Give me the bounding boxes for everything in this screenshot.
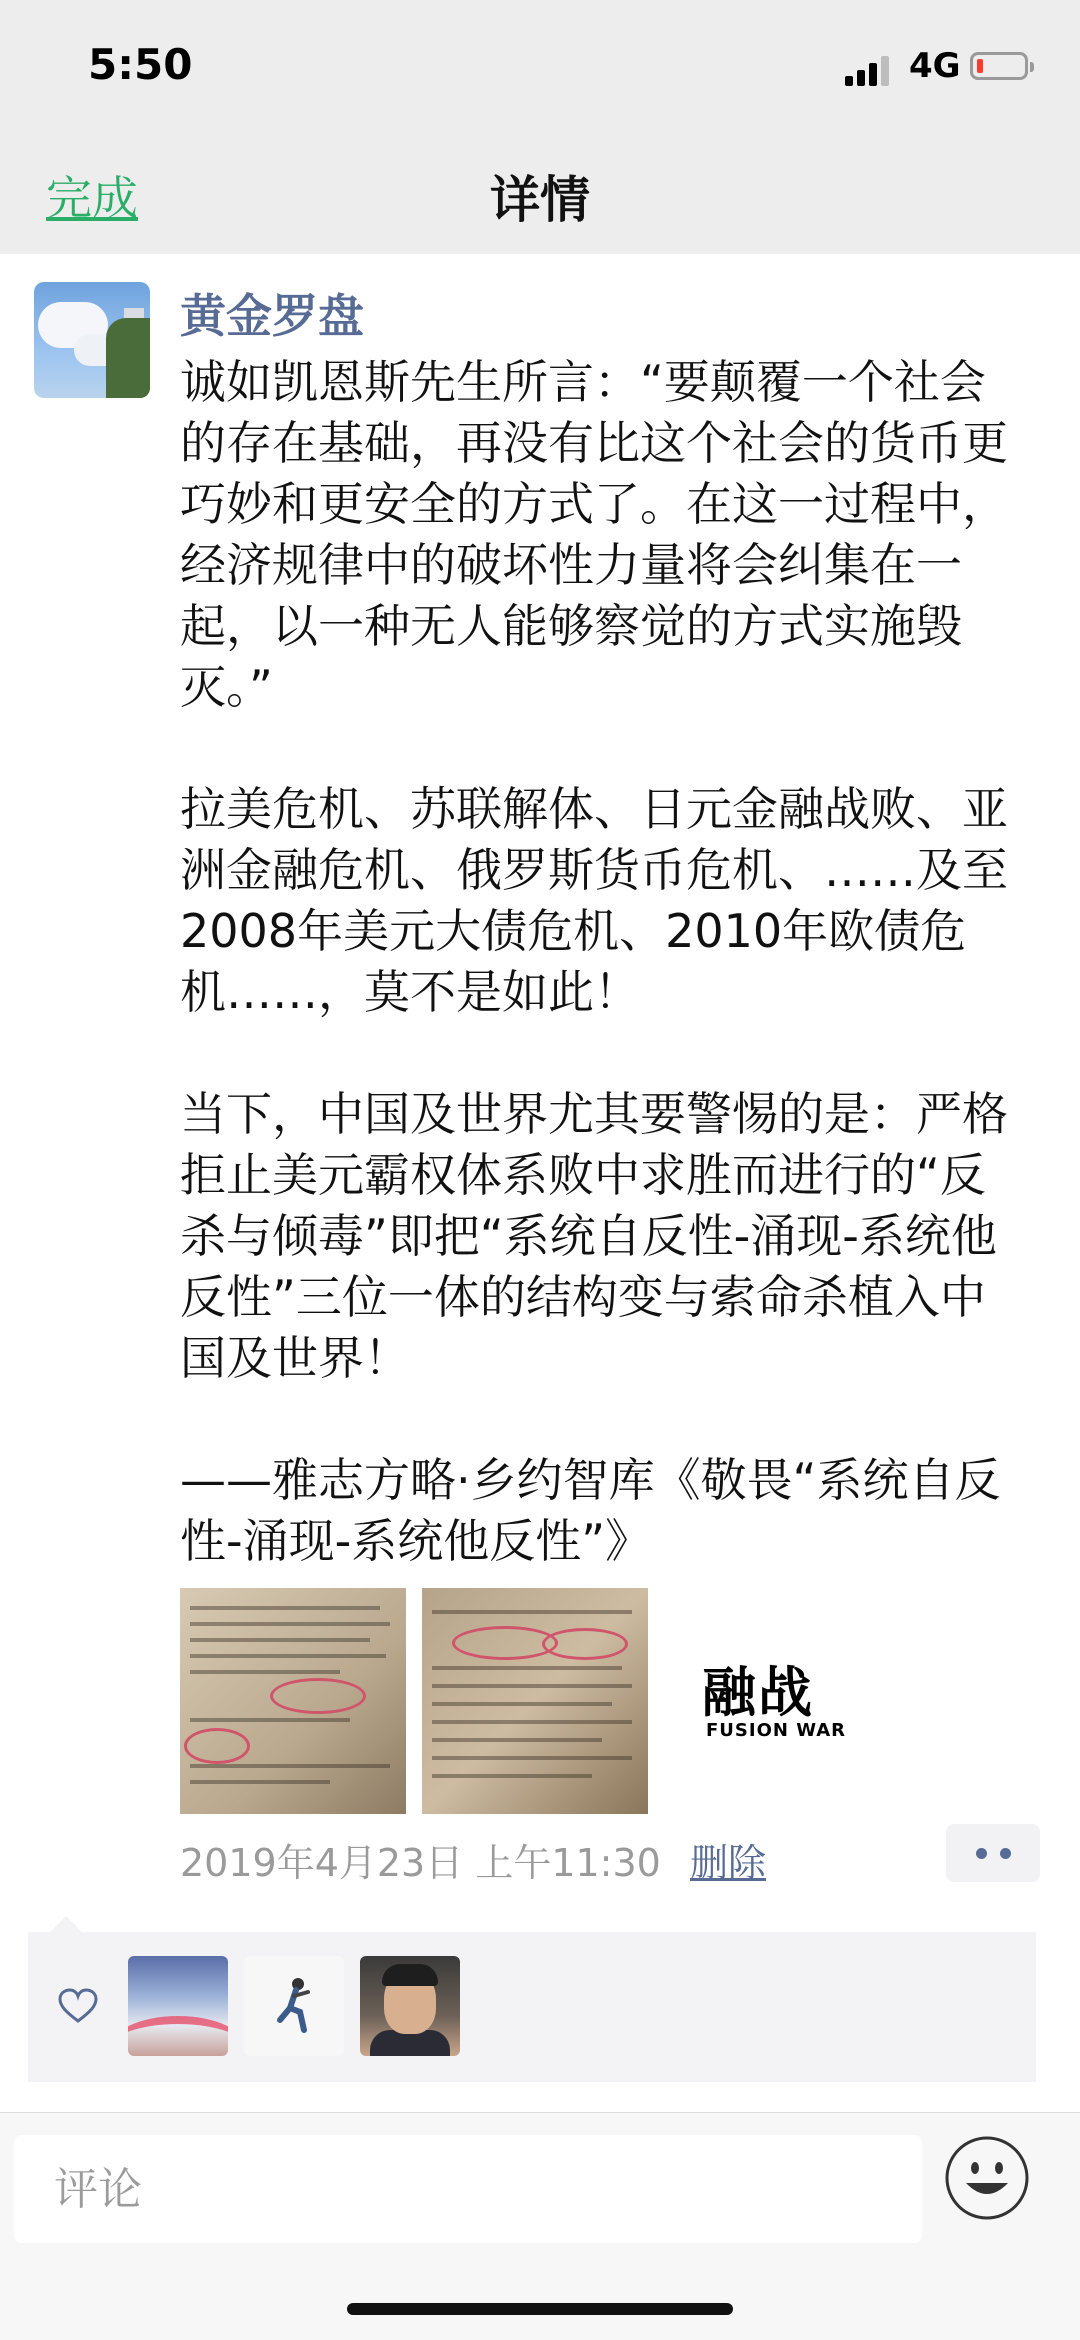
liker-mountain-avatar[interactable] — [128, 1956, 228, 2056]
liker-runner-avatar[interactable] — [244, 1956, 344, 2056]
logo-text-main: 融战 — [702, 1661, 814, 1724]
book-page-photo-2[interactable] — [422, 1588, 648, 1814]
more-actions-button[interactable] — [946, 1824, 1040, 1882]
comment-input[interactable] — [14, 2135, 922, 2243]
done-button[interactable]: 完成 — [46, 171, 138, 225]
post-username[interactable]: 黄金罗盘 — [180, 289, 364, 343]
likes-pointer — [50, 1916, 82, 1932]
home-indicator[interactable] — [347, 2303, 733, 2315]
post-text: 诚如凯恩斯先生所言：“要颠覆一个社会的存在基础，再没有比这个社会的货币更巧妙和更安全的方式了。在这一过程中，经济规律中的破坏性力量将会纠集在一起，以一种无人能够察觉的方式实施毁灭。” 拉美危机、苏联解体、日元金融战败、亚洲金融危机、俄罗斯货币危机、……及至2008年美元大债危机、2010年欧债危机……，莫不是如此！ 当下，中国及世界尤其要警惕的是：严格拒止美元霸权体系败中求胜而进行的“反杀与倾毒”即把“系统自反性-涌现-系统他反性”三位一体的结构变与索命杀植入中国及世界！ ——雅志方略·乡约智库《敬畏“系统自反性-涌现-系统他反性”》 — [180, 355, 1008, 1568]
status-time: 5:50 — [88, 40, 193, 89]
avatar[interactable] — [34, 282, 150, 398]
page-title: 详情 — [490, 171, 590, 229]
logo-text-sub: FUSION WAR — [706, 1720, 847, 1741]
comment-bar — [0, 2112, 1080, 2340]
nav-bar — [0, 130, 1080, 254]
status-bar — [0, 0, 1080, 130]
battery-icon — [970, 52, 1028, 80]
heart-icon — [58, 1988, 98, 2024]
liker-portrait-avatar[interactable] — [360, 1956, 460, 2056]
emoji-icon[interactable] — [944, 2135, 1030, 2221]
fusion-war-logo-image[interactable] — [664, 1588, 890, 1814]
signal-icon — [845, 52, 893, 86]
likes-panel — [28, 1932, 1036, 2082]
post-timestamp: 2019年4月23日 上午11:30 — [180, 1841, 661, 1885]
delete-button[interactable]: 删除 — [690, 1841, 767, 1885]
book-page-photo-1[interactable] — [180, 1588, 406, 1814]
network-type: 4G — [909, 46, 961, 86]
